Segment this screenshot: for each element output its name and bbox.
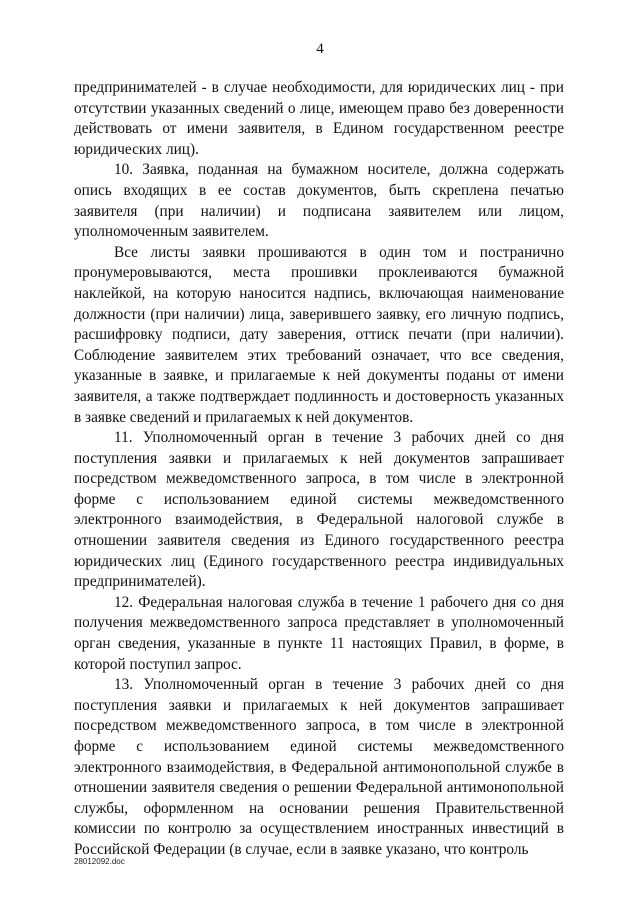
paragraph-11: 11. Уполномоченный орган в течение 3 рабочих дней со дня поступления заявки и прилагаемых к ней документов запрашивает посредством межведомственного запроса, в том числе в электронной форме с использованием единой системы межведомственного электронного взаимодействия, в Федеральной налоговой службе в отношении заявителя сведения из Единого государственного реестра юридических лиц (Единого государственного реестра индивидуальных предпринимателей). — [74, 429, 564, 591]
page-number: 4 — [316, 41, 324, 57]
paragraph-10: 10. Заявка, поданная на бумажном носителе, должна содержать опись входящих в ее состав документов, быть скреплена печатью заявителя (при наличии) и подписана заявителем или лицом, уполномоченным заявителем. — [74, 161, 564, 241]
paragraph-13: 13. Уполномоченный орган в течение 3 рабочих дней со дня поступления заявки и прилагаемых к ней документов запрашивает посредством межведомственного запроса, в том числе в электронной форме с использованием единой системы межведомственного электронного взаимодействия, в Федеральной антимонопольной службе в отношении заявителя сведения о решении Федеральной антимонопольной службы, оформленном на основании решения Правительственной комиссии по контролю за осуществлением иностранных инвестиций в Российской Федерации (в случае, если в заявке указано, что контроль — [74, 676, 564, 858]
paragraph-12: 12. Федеральная налоговая служба в течение 1 рабочего дня со дня получения межведомственного запроса представляет в уполномоченный орган сведения, указанные в пункте 11 настоящих Правил, в форме, в которой поступил запрос. — [74, 593, 564, 673]
document-body — [74, 78, 564, 861]
footer-filename: 28012092.doc — [74, 857, 125, 866]
paragraph-continuation: предпринимателей - в случае необходимости, для юридических лиц - при отсутствии указанных сведений о лице, имеющем право без доверенности действовать от имени заявителя, в Едином государственном реестре юридических лиц). — [74, 79, 564, 158]
paragraph-binding-rules: Все листы заявки прошиваются в один том и постранично пронумеровываются, места прошивки проклеиваются бумажной наклейкой, на которую наносится надпись, включающая наименование должности (при наличии) лица, заверившего заявку, его личную подпись, расшифровку подписи, дату заверения, оттиск печати (при наличии). Соблюдение заявителем этих требований означает, что все сведения, указанные в заявке, и прилагаемые к ней документы поданы от имени заявителя, а также подтверждает подлинность и достоверность указанных в заявке сведений и прилагаемых к ней документов. — [74, 243, 564, 426]
